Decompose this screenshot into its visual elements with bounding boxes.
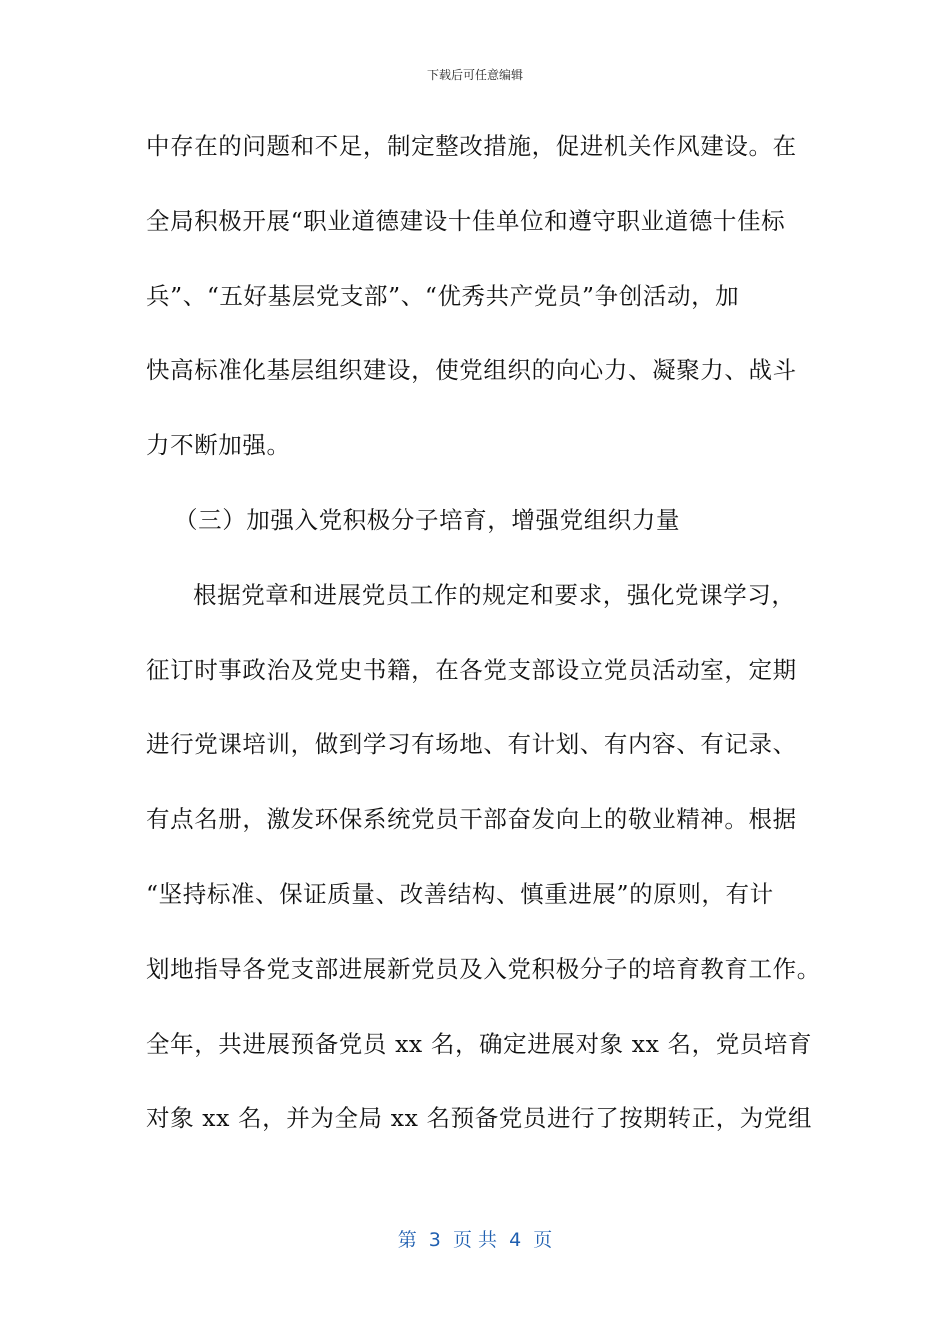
page-header: 下载后可任意编辑 — [426, 68, 523, 82]
body-line-2: 全局积极开展“职业道德建设十佳单位和遵守职业道德十佳标 — [146, 206, 786, 235]
page-number-footer: 第 3 页 共 4 页 — [397, 1229, 553, 1251]
body-line-3: 兵”、“五好基层党支部”、“优秀共产党员”争创活动，加 — [146, 281, 740, 310]
body-line-1: 中存在的问题和不足，制定整改措施，促进机关作风建设。在 — [146, 132, 797, 160]
body-line-13: 全年，共进展预备党员 xx 名，确定进展对象 xx 名，党员培育 — [146, 1029, 813, 1058]
body-line-11: “坚持标准、保证质量、改善结构、慎重进展”的原则，有计 — [146, 879, 774, 908]
body-line-5: 力不断加强。 — [146, 431, 291, 460]
body-line-14: 对象 xx 名，并为全局 xx 名预备党员进行了按期转正，为党组 — [146, 1104, 813, 1133]
body-line-10: 有点名册，激发环保系统党员干部奋发向上的敬业精神。根据 — [146, 805, 797, 834]
document-body — [146, 120, 821, 1167]
body-line-8: 征订时事政治及党史书籍，在各党支部设立党员活动室，定期 — [146, 655, 797, 684]
body-line-4: 快高标准化基层组织建设，使党组织的向心力、凝聚力、战斗 — [146, 356, 797, 385]
body-line-9: 进行党课培训，做到学习有场地、有计划、有内容、有记录、 — [146, 730, 797, 759]
body-line-12: 划地指导各党支部进展新党员及入党积极分子的培育教育工作。 — [146, 954, 821, 983]
section-heading: （三）加强入党积极分子培育，增强党组织力量 — [174, 505, 681, 534]
paragraph-first-line: 根据党章和进展党员工作的规定和要求，强化党课学习， — [193, 580, 796, 609]
